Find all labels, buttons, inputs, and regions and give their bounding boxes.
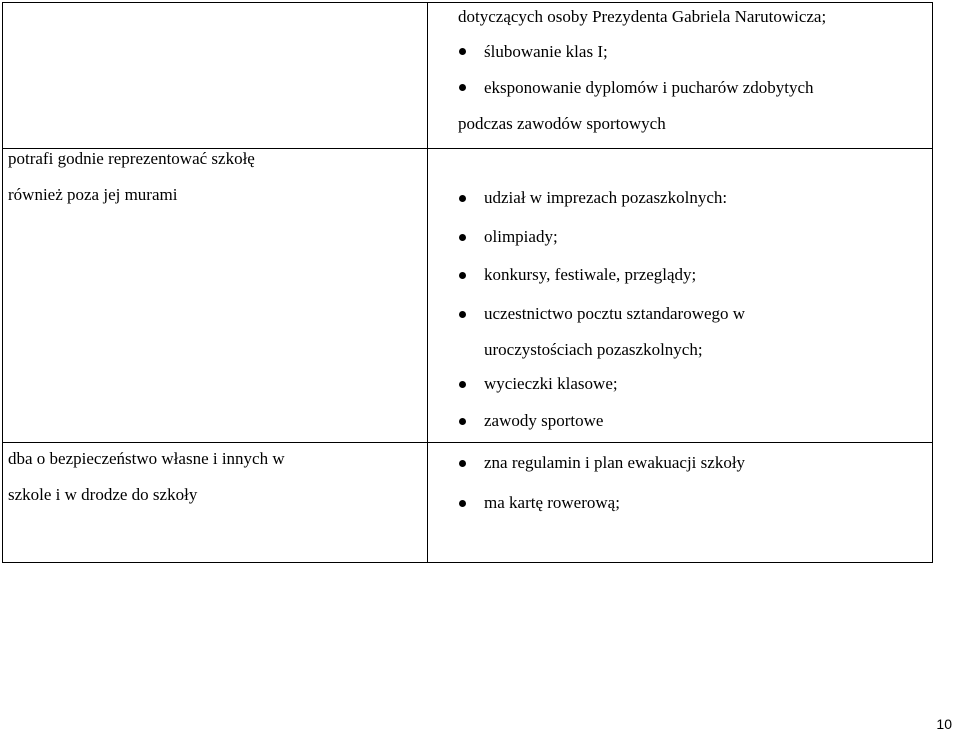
list-item: zna regulamin i plan ewakuacji szkoły <box>484 453 746 472</box>
list-item-continuation: podczas zawodów sportowych <box>458 114 666 133</box>
bullet-icon <box>459 48 466 55</box>
competency-label: potrafi godnie reprezentować szkołę <box>8 149 255 168</box>
bullet-icon <box>459 500 466 507</box>
competency-label: również poza jej murami <box>8 185 178 204</box>
competency-label: szkole i w drodze do szkoły <box>8 485 198 504</box>
cell-text-line: dotyczących osoby Prezydenta Gabriela Narutowicza; <box>458 7 827 26</box>
list-item: udział w imprezach pozaszkolnych: <box>484 188 728 207</box>
list-item: uczestnictwo pocztu sztandarowego w <box>484 304 746 323</box>
competency-label: dba o bezpieczeństwo własne i innych w <box>8 449 285 468</box>
page-number: 10 <box>936 716 952 732</box>
table-right-border <box>932 2 933 563</box>
list-item: eksponowanie dyplomów i pucharów zdobytych <box>484 78 814 97</box>
list-item: ślubowanie klas I; <box>484 42 608 61</box>
bullet-icon <box>459 234 466 241</box>
bullet-icon <box>459 418 466 425</box>
bullet-icon <box>459 195 466 202</box>
bullet-icon <box>459 381 466 388</box>
list-item-continuation: uroczystościach pozaszkolnych; <box>484 340 703 359</box>
bullet-icon <box>459 460 466 467</box>
table-row-divider <box>2 442 932 443</box>
list-item: konkursy, festiwale, przeglądy; <box>484 265 697 284</box>
list-item: zawody sportowe <box>484 411 604 430</box>
bullet-icon <box>459 84 466 91</box>
bullet-icon <box>459 272 466 279</box>
list-item: ma kartę rowerową; <box>484 493 620 512</box>
table-column-divider <box>427 2 428 563</box>
list-item: olimpiady; <box>484 227 558 246</box>
bullet-icon <box>459 311 466 318</box>
table-top-border <box>2 2 932 3</box>
table-left-border <box>2 2 3 563</box>
table-bottom-border <box>2 562 932 563</box>
list-item: wycieczki klasowe; <box>484 374 618 393</box>
